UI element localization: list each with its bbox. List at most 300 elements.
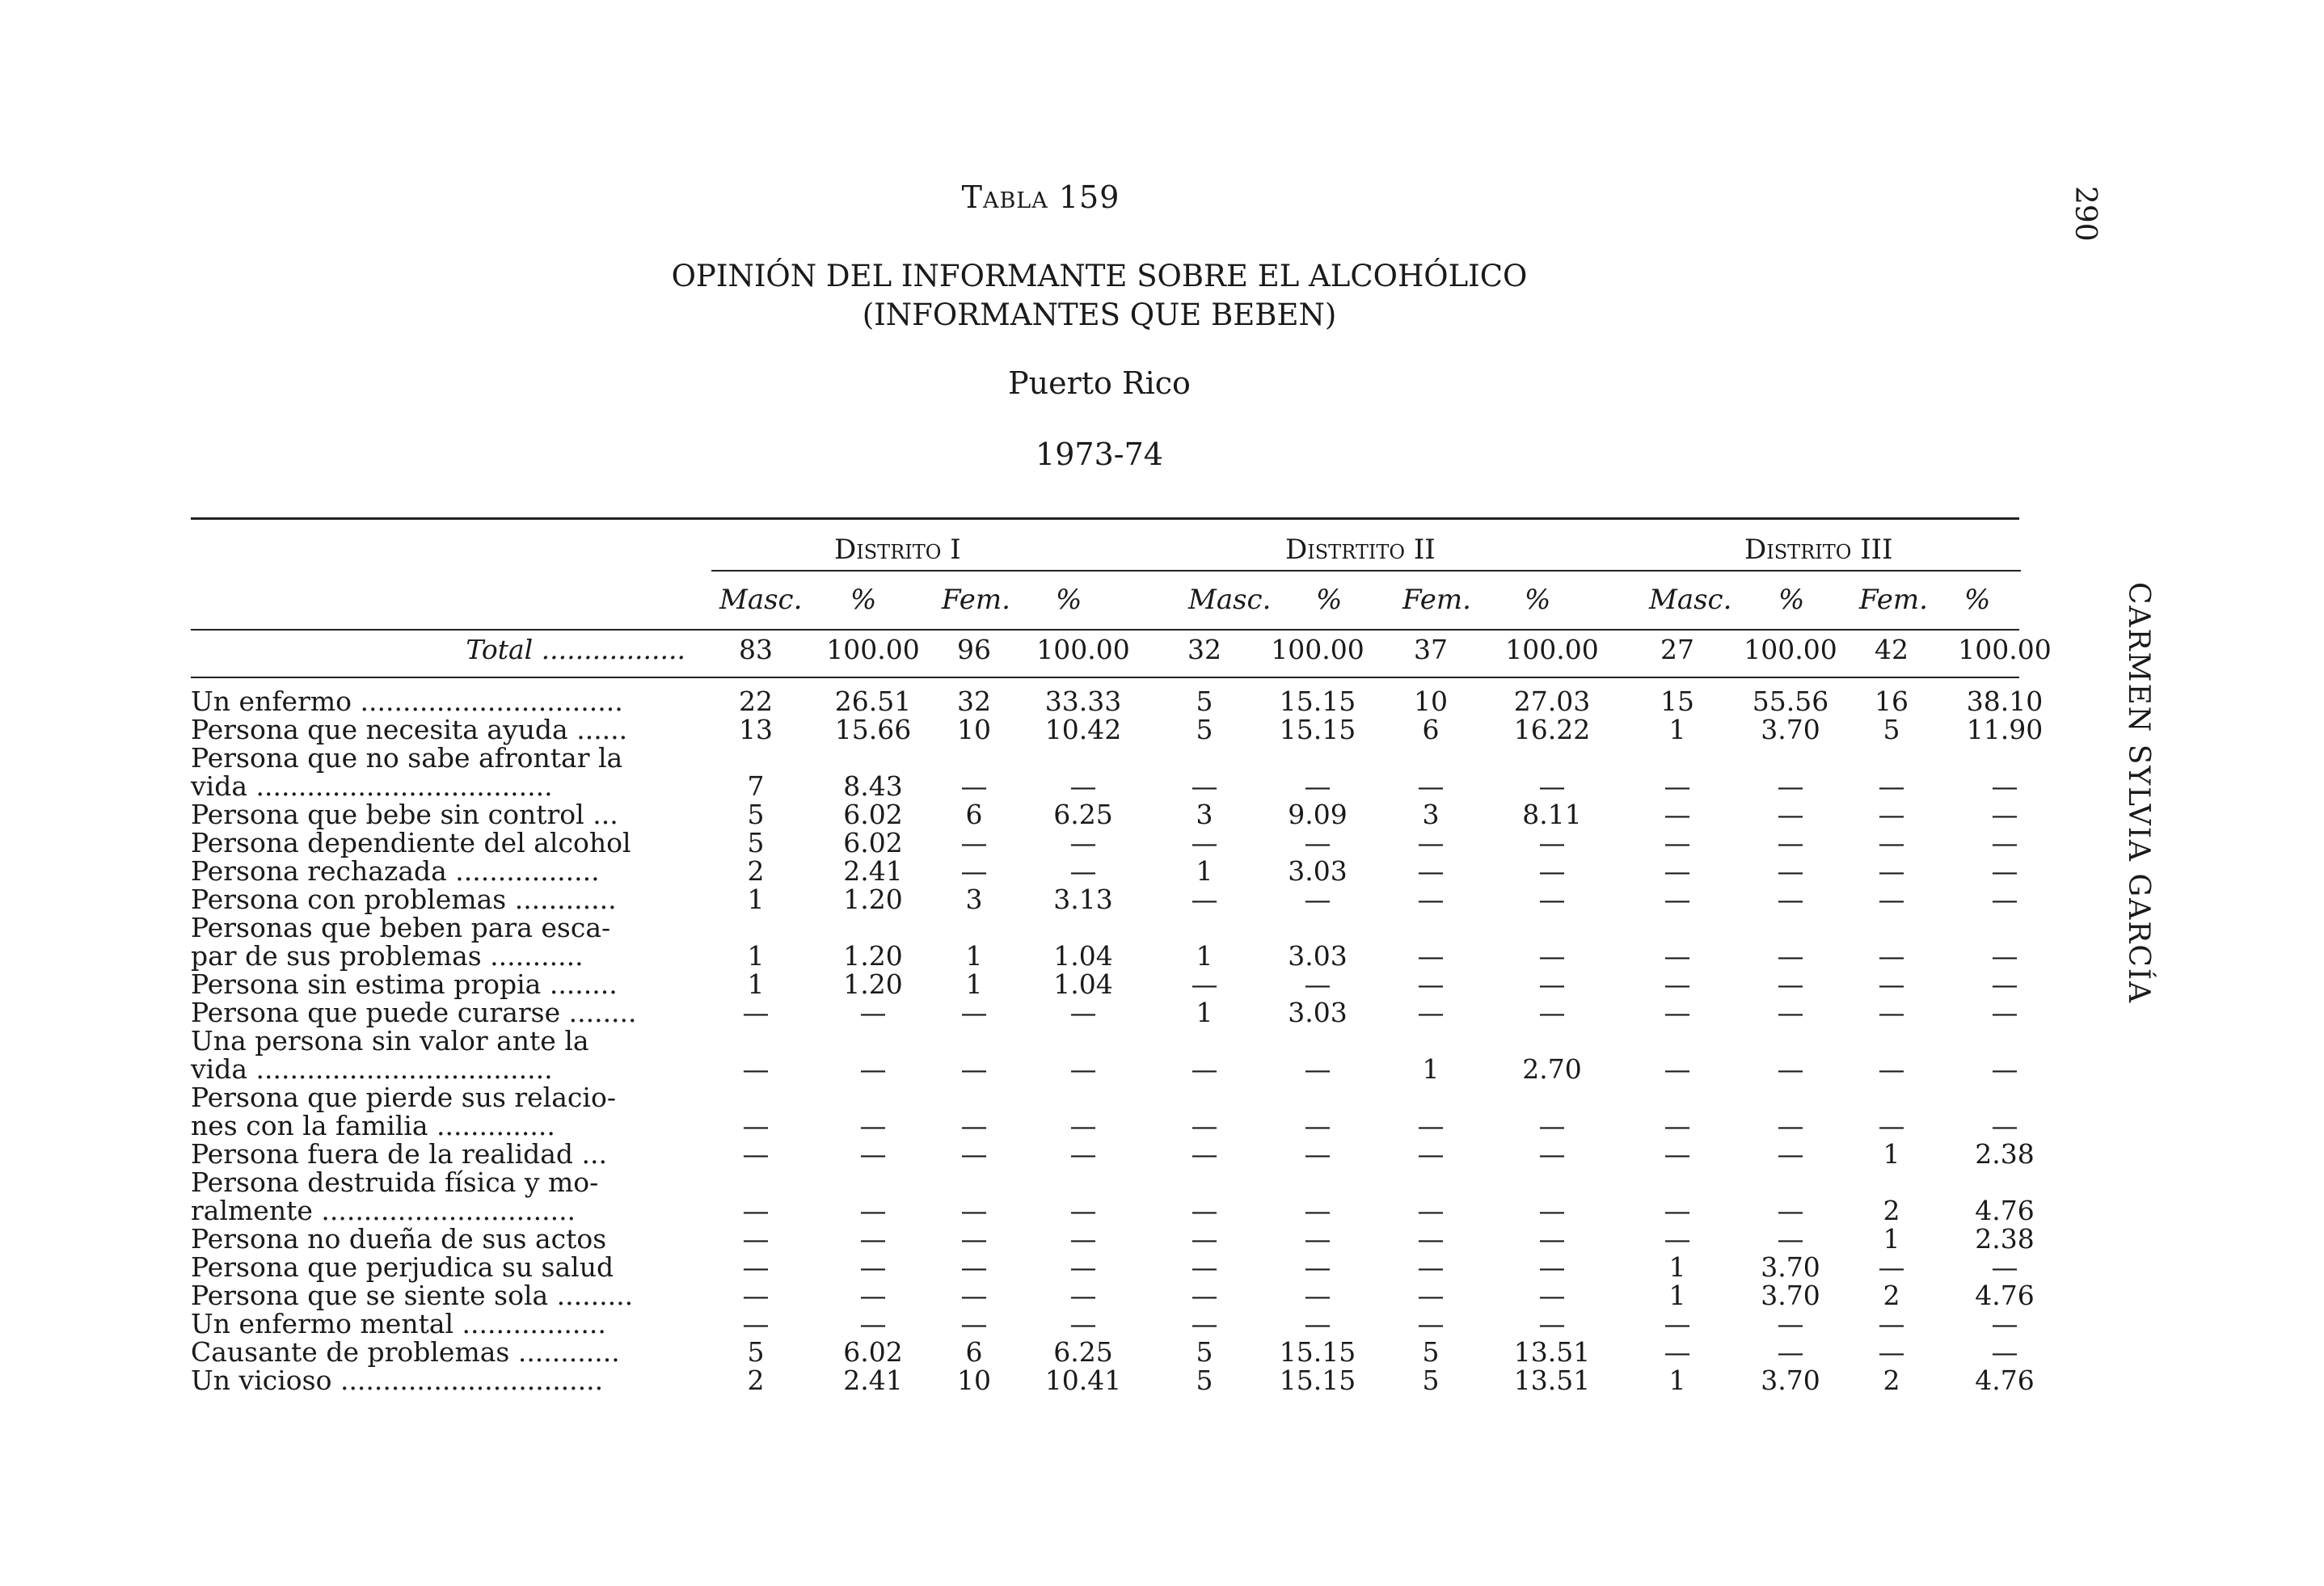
table-row bbox=[191, 744, 2069, 772]
table-cell: — bbox=[1191, 968, 1218, 1000]
subheader-pct-5: % bbox=[1778, 584, 1805, 616]
table-cell bbox=[1487, 913, 1617, 942]
table-cell bbox=[695, 1168, 816, 1196]
table-cell: — bbox=[859, 1280, 887, 1311]
table-cell: 2 bbox=[1883, 1195, 1900, 1226]
total-cell: 100.00 bbox=[1958, 634, 2052, 665]
data-table-body bbox=[191, 631, 2069, 1394]
table-cell: — bbox=[1777, 884, 1804, 915]
table-cell: — bbox=[1664, 1336, 1691, 1368]
table-cell: — bbox=[1191, 1053, 1218, 1085]
table-label: Tabla bbox=[961, 179, 1048, 215]
table-cell: 5 bbox=[1196, 714, 1213, 745]
table-cell: 5 bbox=[747, 799, 765, 830]
table-number bbox=[0, 179, 2324, 215]
table-cell bbox=[1617, 1083, 1738, 1111]
row-label: Persona que perjudica su salud bbox=[191, 1251, 614, 1283]
row-label: Persona que se siente sola ......... bbox=[191, 1280, 634, 1311]
subheader-masc-3: Masc. bbox=[1649, 584, 1732, 616]
district-1-header: Distrito I bbox=[834, 534, 961, 566]
table-cell: 2.70 bbox=[1522, 1053, 1582, 1085]
table-cell: — bbox=[1878, 1308, 1905, 1339]
table-row bbox=[191, 1168, 2069, 1196]
table-cell: — bbox=[1538, 827, 1566, 858]
table-cell: — bbox=[1069, 855, 1097, 887]
table-cell: — bbox=[1878, 1110, 1905, 1141]
table-cell: 38.10 bbox=[1966, 685, 2044, 717]
table-cell bbox=[1940, 1168, 2069, 1196]
table-cell: 3.70 bbox=[1761, 1251, 1820, 1283]
row-label: Persona sin estima propia ........ bbox=[191, 968, 618, 1000]
table-cell: — bbox=[859, 1251, 887, 1283]
table-cell: — bbox=[859, 997, 887, 1028]
table-cell: — bbox=[1069, 997, 1097, 1028]
table-number-value: 159 bbox=[1058, 179, 1120, 215]
table-cell: 32 bbox=[957, 685, 991, 717]
table-cell: 3.03 bbox=[1288, 940, 1348, 972]
table-cell: — bbox=[1777, 1053, 1804, 1085]
table-row bbox=[191, 1366, 2069, 1394]
row-label: Un enfermo ............................... bbox=[191, 685, 623, 717]
table-cell bbox=[1261, 1027, 1374, 1055]
table-cell: — bbox=[1878, 799, 1905, 830]
table-cell: — bbox=[742, 1195, 770, 1226]
table-cell bbox=[816, 913, 930, 942]
table-cell: — bbox=[960, 1308, 988, 1339]
subheader-fem-2: Fem. bbox=[1402, 584, 1471, 616]
table-cell: — bbox=[1991, 1110, 2018, 1141]
table-row bbox=[191, 970, 2069, 998]
table-row bbox=[191, 1027, 2069, 1055]
table-cell bbox=[1738, 913, 1843, 942]
table-cell: — bbox=[1777, 1110, 1804, 1141]
row-label: Persona dependiente del alcohol bbox=[191, 827, 631, 858]
table-cell: — bbox=[1878, 855, 1905, 887]
table-cell: — bbox=[1991, 884, 2018, 915]
table-cell: — bbox=[1069, 1195, 1097, 1226]
table-cell: 1 bbox=[965, 940, 983, 972]
table-cell: — bbox=[1878, 1336, 1905, 1368]
table-cell: — bbox=[1777, 1223, 1804, 1255]
table-cell: 3.70 bbox=[1761, 1280, 1820, 1311]
table-cell: — bbox=[1417, 884, 1445, 915]
top-rule bbox=[191, 517, 2019, 520]
table-cell bbox=[695, 1027, 816, 1055]
table-cell bbox=[1843, 1083, 1940, 1111]
table-cell bbox=[1019, 1083, 1148, 1111]
table-cell: — bbox=[1304, 1195, 1331, 1226]
total-label: Total ................. bbox=[466, 634, 685, 665]
row-label: Persona destruida física y mo- bbox=[191, 1166, 599, 1198]
table-cell: — bbox=[1417, 1280, 1445, 1311]
table-cell bbox=[930, 1083, 1019, 1111]
table-cell: — bbox=[1069, 1110, 1097, 1141]
table-cell: — bbox=[1069, 770, 1097, 802]
table-row bbox=[191, 1281, 2069, 1310]
table-cell: — bbox=[742, 1138, 770, 1170]
table-cell bbox=[695, 1083, 816, 1111]
table-cell: — bbox=[1304, 1110, 1331, 1141]
table-cell: — bbox=[742, 1223, 770, 1255]
subheader-fem-3: Fem. bbox=[1859, 584, 1928, 616]
table-cell: — bbox=[1417, 1195, 1445, 1226]
table-cell bbox=[1617, 913, 1738, 942]
subheader-pct-2: % bbox=[1056, 584, 1082, 616]
table-cell: — bbox=[1777, 1195, 1804, 1226]
table-cell: — bbox=[742, 1280, 770, 1311]
table-cell bbox=[1487, 1083, 1617, 1111]
table-cell: — bbox=[1538, 1308, 1566, 1339]
table-cell: 55.56 bbox=[1752, 685, 1829, 717]
table-cell: — bbox=[1069, 1223, 1097, 1255]
table-cell: — bbox=[859, 1195, 887, 1226]
table-cell: 1.04 bbox=[1053, 940, 1113, 972]
table-cell: — bbox=[1417, 968, 1445, 1000]
table-cell: 10.41 bbox=[1044, 1365, 1122, 1396]
table-cell: 1.04 bbox=[1053, 968, 1113, 1000]
table-cell: 15.66 bbox=[834, 714, 912, 745]
total-cell: 32 bbox=[1187, 634, 1221, 665]
subheader-pct-4: % bbox=[1525, 584, 1551, 616]
table-cell: — bbox=[1991, 968, 2018, 1000]
table-cell: — bbox=[742, 1053, 770, 1085]
table-cell: — bbox=[1777, 1138, 1804, 1170]
spacer-cell bbox=[191, 669, 2069, 687]
table-cell: 5 bbox=[1422, 1365, 1440, 1396]
table-cell bbox=[695, 913, 816, 942]
table-cell: — bbox=[960, 1280, 988, 1311]
table-cell: 15.15 bbox=[1279, 714, 1356, 745]
table-cell: — bbox=[1304, 1053, 1331, 1085]
table-cell bbox=[1261, 1168, 1374, 1196]
table-cell: 4.76 bbox=[1975, 1365, 2035, 1396]
row-label: Persona que pierde sus relacio- bbox=[191, 1082, 616, 1113]
table-cell: — bbox=[1777, 968, 1804, 1000]
table-row bbox=[191, 857, 2069, 885]
table-cell bbox=[1940, 1083, 2069, 1111]
table-cell: — bbox=[1878, 770, 1905, 802]
table-cell bbox=[1738, 1027, 1843, 1055]
table-cell bbox=[1374, 913, 1487, 942]
table-cell bbox=[1843, 913, 1940, 942]
total-cell: 100.00 bbox=[1271, 634, 1364, 665]
table-cell: — bbox=[1538, 940, 1566, 972]
table-cell: 11.90 bbox=[1966, 714, 2044, 745]
table-cell: — bbox=[1069, 1280, 1097, 1311]
total-cell: 37 bbox=[1414, 634, 1448, 665]
table-cell: — bbox=[960, 1223, 988, 1255]
table-cell: — bbox=[1304, 1308, 1331, 1339]
table-cell: — bbox=[1069, 827, 1097, 858]
table-cell bbox=[816, 744, 930, 772]
table-cell: — bbox=[1191, 1223, 1218, 1255]
table-cell: — bbox=[1304, 884, 1331, 915]
table-cell bbox=[930, 744, 1019, 772]
table-cell: — bbox=[1191, 1280, 1218, 1311]
row-label: ralmente .............................. bbox=[191, 1195, 576, 1226]
table-cell: 6.02 bbox=[843, 799, 903, 830]
table-cell bbox=[1261, 913, 1374, 942]
table-cell bbox=[1738, 744, 1843, 772]
table-cell bbox=[1843, 1027, 1940, 1055]
table-cell: 2 bbox=[1883, 1280, 1900, 1311]
table-cell: — bbox=[1538, 1138, 1566, 1170]
table-cell: 5 bbox=[1422, 1336, 1440, 1368]
row-label: Un enfermo mental ................. bbox=[191, 1308, 606, 1339]
table-cell: 10 bbox=[957, 1365, 991, 1396]
title-line-1: OPINIÓN DEL INFORMANTE SOBRE EL ALCOHÓLICO bbox=[671, 259, 1528, 293]
table-cell: — bbox=[859, 1053, 887, 1085]
table-cell bbox=[1940, 1027, 2069, 1055]
table-cell bbox=[1261, 744, 1374, 772]
table-cell: 6.02 bbox=[843, 827, 903, 858]
table-cell: 10 bbox=[1414, 685, 1448, 717]
table-row bbox=[191, 942, 2069, 970]
table-cell bbox=[930, 913, 1019, 942]
table-cell: 1 bbox=[1196, 855, 1213, 887]
table-cell: — bbox=[960, 1138, 988, 1170]
table-cell: — bbox=[1777, 827, 1804, 858]
table-row bbox=[191, 913, 2069, 942]
row-label: Una persona sin valor ante la bbox=[191, 1025, 589, 1057]
table-cell: — bbox=[1417, 1138, 1445, 1170]
row-label: Un vicioso ............................... bbox=[191, 1365, 604, 1396]
table-cell: 1 bbox=[1883, 1138, 1900, 1170]
table-cell: — bbox=[1991, 1053, 2018, 1085]
table-cell: 1 bbox=[1668, 714, 1686, 745]
table-cell: — bbox=[859, 1138, 887, 1170]
table-cell: — bbox=[1664, 968, 1691, 1000]
row-label: Persona fuera de la realidad ... bbox=[191, 1138, 608, 1170]
table-cell: — bbox=[1664, 997, 1691, 1028]
table-cell: — bbox=[1777, 997, 1804, 1028]
table-cell bbox=[1148, 1168, 1261, 1196]
district-3-header: Distrito III bbox=[1744, 534, 1893, 566]
table-cell: — bbox=[1878, 997, 1905, 1028]
table-cell bbox=[1148, 913, 1261, 942]
row-label: Persona que necesita ayuda ...... bbox=[191, 714, 628, 745]
table-cell: 5 bbox=[747, 1336, 765, 1368]
table-cell: — bbox=[1417, 855, 1445, 887]
subheader-pct-3: % bbox=[1316, 584, 1343, 616]
table-cell: 1 bbox=[1422, 1053, 1440, 1085]
table-cell bbox=[1148, 1027, 1261, 1055]
table-cell bbox=[695, 744, 816, 772]
table-cell: 1 bbox=[747, 884, 765, 915]
table-cell: 7 bbox=[747, 770, 765, 802]
table-cell: 16 bbox=[1875, 685, 1909, 717]
table-row bbox=[191, 998, 2069, 1027]
table-cell bbox=[1487, 1027, 1617, 1055]
row-label: Personas que beben para esca- bbox=[191, 912, 611, 943]
district-rule bbox=[711, 570, 2021, 572]
table-row bbox=[191, 1253, 2069, 1281]
table-cell bbox=[1019, 1168, 1148, 1196]
table-cell: — bbox=[1304, 1223, 1331, 1255]
table-cell: — bbox=[1191, 884, 1218, 915]
table-cell: 6 bbox=[1422, 714, 1440, 745]
table-cell: — bbox=[1538, 1251, 1566, 1283]
table-cell: — bbox=[1191, 827, 1218, 858]
page-number: 290 bbox=[2069, 186, 2102, 242]
table-cell: — bbox=[1664, 940, 1691, 972]
table-title bbox=[631, 257, 1568, 335]
table-cell: — bbox=[1991, 1308, 2018, 1339]
table-cell: 3 bbox=[1196, 799, 1213, 830]
row-label: Persona que bebe sin control ... bbox=[191, 799, 618, 830]
table-cell: — bbox=[1069, 1251, 1097, 1283]
table-cell: 5 bbox=[1196, 1365, 1213, 1396]
table-cell: 3.70 bbox=[1761, 714, 1820, 745]
table-cell bbox=[1148, 744, 1261, 772]
subheader-fem-1: Fem. bbox=[942, 584, 1010, 616]
table-cell: — bbox=[1991, 855, 2018, 887]
table-cell: 4.76 bbox=[1975, 1280, 2035, 1311]
table-cell bbox=[1487, 1168, 1617, 1196]
table-cell: 3 bbox=[965, 884, 983, 915]
table-cell: — bbox=[1304, 968, 1331, 1000]
table-cell: 1 bbox=[1196, 997, 1213, 1028]
table-cell: 10 bbox=[957, 714, 991, 745]
table-row bbox=[191, 1111, 2069, 1140]
table-cell: 2.41 bbox=[843, 1365, 903, 1396]
table-cell bbox=[1617, 744, 1738, 772]
table-cell: — bbox=[859, 1308, 887, 1339]
table-cell: — bbox=[742, 1110, 770, 1141]
total-cell: 100.00 bbox=[1744, 634, 1837, 665]
table-cell: — bbox=[1878, 1053, 1905, 1085]
table-cell: 8.43 bbox=[843, 770, 903, 802]
table-cell: — bbox=[1777, 799, 1804, 830]
table-cell: — bbox=[1664, 1053, 1691, 1085]
table-cell: — bbox=[960, 997, 988, 1028]
row-label: Persona con problemas ............ bbox=[191, 884, 617, 915]
table-cell: 6.02 bbox=[843, 1336, 903, 1368]
years-label: 1973-74 bbox=[1035, 437, 1163, 472]
table-cell bbox=[1843, 1168, 1940, 1196]
table-cell: — bbox=[1538, 1280, 1566, 1311]
table-cell: — bbox=[1664, 799, 1691, 830]
table-cell: 5 bbox=[1196, 685, 1213, 717]
table-cell: 5 bbox=[1196, 1336, 1213, 1368]
table-cell: 2.38 bbox=[1975, 1138, 2035, 1170]
table-cell bbox=[816, 1083, 930, 1111]
subheader-masc-1: Masc. bbox=[719, 584, 803, 616]
table-cell: 15.15 bbox=[1279, 1365, 1356, 1396]
table-cell: — bbox=[960, 827, 988, 858]
total-cell: 27 bbox=[1660, 634, 1694, 665]
table-cell: — bbox=[960, 770, 988, 802]
table-cell: — bbox=[1069, 1053, 1097, 1085]
table-cell bbox=[1374, 744, 1487, 772]
table-row bbox=[191, 1083, 2069, 1111]
table-cell: 4.76 bbox=[1975, 1195, 2035, 1226]
table-row bbox=[191, 1196, 2069, 1225]
table-cell: 22 bbox=[739, 685, 773, 717]
row-label: Persona no dueña de sus actos bbox=[191, 1223, 607, 1255]
table-cell bbox=[1487, 744, 1617, 772]
table-cell: — bbox=[1878, 827, 1905, 858]
table-cell: — bbox=[1777, 855, 1804, 887]
table-cell: 3.03 bbox=[1288, 855, 1348, 887]
table-cell bbox=[1843, 744, 1940, 772]
table-cell: — bbox=[1538, 884, 1566, 915]
table-cell: — bbox=[1664, 827, 1691, 858]
row-label: Persona que no sabe afrontar la bbox=[191, 742, 623, 774]
table-cell: 1 bbox=[1196, 940, 1213, 972]
table-cell: — bbox=[1417, 940, 1445, 972]
total-cell: 100.00 bbox=[1036, 634, 1130, 665]
table-cell: — bbox=[1777, 1336, 1804, 1368]
table-cell: 2.41 bbox=[843, 855, 903, 887]
subheader-masc-2: Masc. bbox=[1188, 584, 1272, 616]
table-cell: — bbox=[742, 997, 770, 1028]
table-cell: 27.03 bbox=[1513, 685, 1591, 717]
table-cell: 1.20 bbox=[843, 968, 903, 1000]
table-cell: 8.11 bbox=[1522, 799, 1582, 830]
spacer-row bbox=[191, 669, 2069, 687]
running-head-author: CARMEN SYLVIA GARCÍA bbox=[2122, 582, 2155, 1005]
subheader-pct-6: % bbox=[1964, 584, 1991, 616]
table-cell: — bbox=[1664, 884, 1691, 915]
table-cell: — bbox=[1878, 1251, 1905, 1283]
table-cell: — bbox=[1304, 770, 1331, 802]
table-cell: — bbox=[1991, 940, 2018, 972]
table-cell: 15 bbox=[1660, 685, 1694, 717]
table-row bbox=[191, 1338, 2069, 1366]
table-cell: 3 bbox=[1422, 799, 1440, 830]
table-cell bbox=[816, 1027, 930, 1055]
table-cell bbox=[1019, 1027, 1148, 1055]
table-cell: — bbox=[960, 855, 988, 887]
table-cell: 13.51 bbox=[1513, 1336, 1591, 1368]
table-cell: — bbox=[1991, 1251, 2018, 1283]
total-cell: 100.00 bbox=[826, 634, 920, 665]
table-cell bbox=[1617, 1027, 1738, 1055]
table-cell: — bbox=[1777, 940, 1804, 972]
table-cell: — bbox=[1538, 855, 1566, 887]
table-row bbox=[191, 800, 2069, 829]
table-cell: — bbox=[1991, 1336, 2018, 1368]
table-cell: — bbox=[1417, 997, 1445, 1028]
total-cell: 96 bbox=[957, 634, 991, 665]
table-cell: — bbox=[1878, 940, 1905, 972]
table-cell: — bbox=[1191, 1308, 1218, 1339]
table-cell: — bbox=[1991, 770, 2018, 802]
table-cell: — bbox=[960, 1110, 988, 1141]
table-row bbox=[191, 772, 2069, 800]
total-row bbox=[191, 631, 2069, 669]
table-cell: 26.51 bbox=[834, 685, 912, 717]
table-cell: — bbox=[1417, 827, 1445, 858]
table-cell: — bbox=[1191, 1138, 1218, 1170]
table-cell: — bbox=[1191, 770, 1218, 802]
table-cell: — bbox=[1664, 1110, 1691, 1141]
table-cell: 33.33 bbox=[1044, 685, 1122, 717]
table-cell: — bbox=[1304, 1138, 1331, 1170]
row-label: Persona rechazada ................. bbox=[191, 855, 600, 887]
table-cell: — bbox=[1991, 799, 2018, 830]
table-cell: — bbox=[1664, 1138, 1691, 1170]
table-cell bbox=[1148, 1083, 1261, 1111]
subheader-pct-1: % bbox=[850, 584, 877, 616]
table-cell bbox=[930, 1027, 1019, 1055]
table-cell: 1 bbox=[747, 968, 765, 1000]
table-cell: 6 bbox=[965, 799, 983, 830]
table-cell: 3.13 bbox=[1053, 884, 1113, 915]
table-cell: — bbox=[1417, 1308, 1445, 1339]
table-cell: 5 bbox=[747, 827, 765, 858]
